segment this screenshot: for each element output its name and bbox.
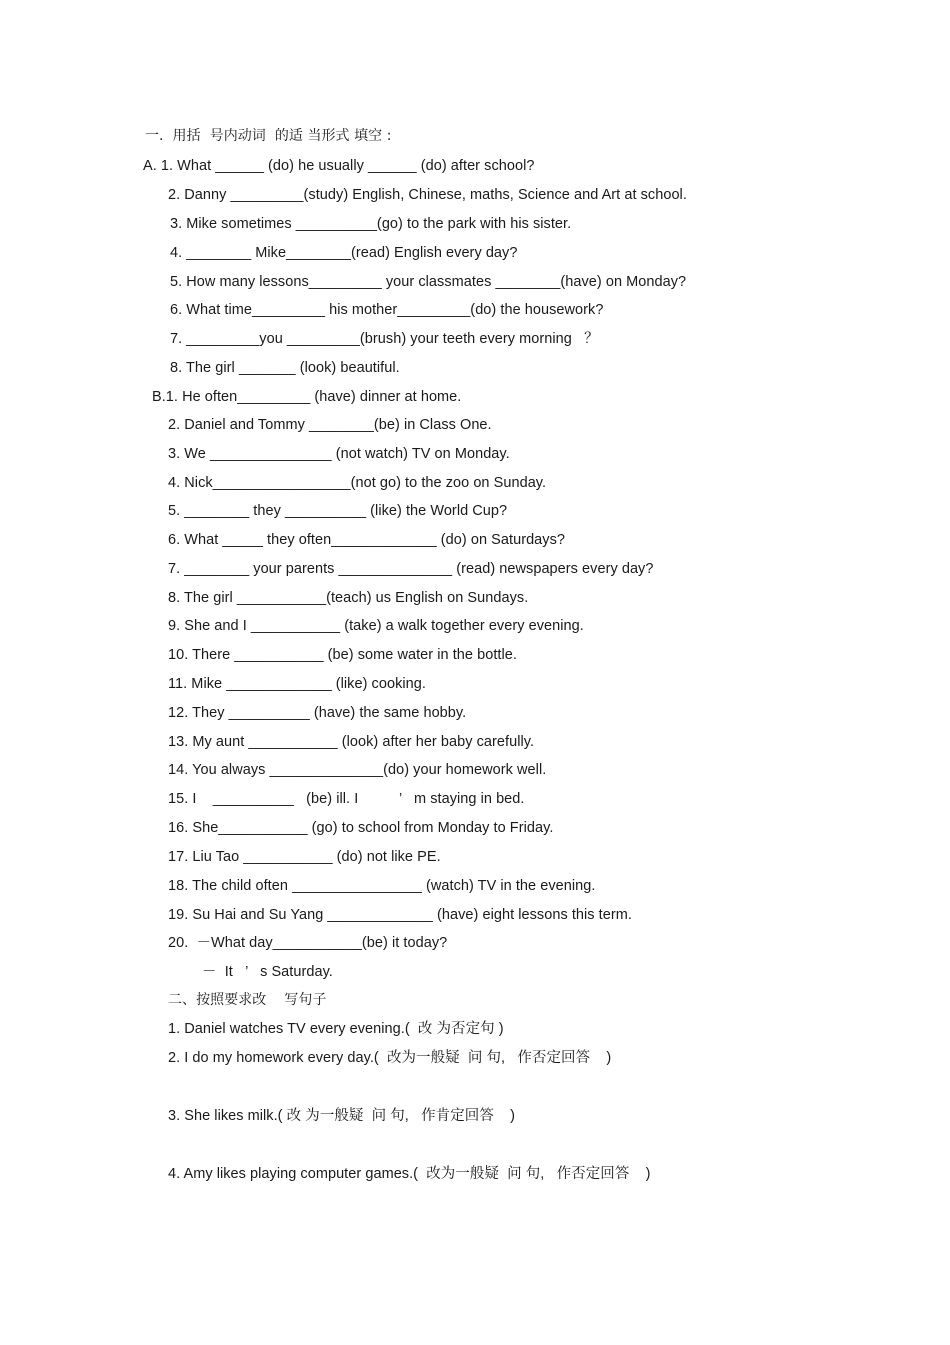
exercise-line-a5: 5. How many lessons_________ your classmates ________(have) on Monday? — [170, 274, 687, 290]
exercise-line-b12: 12. They __________ (have) the same hobby. — [168, 705, 467, 721]
exercise-line-b20-answer: － It ’ s Saturday. — [202, 964, 333, 980]
section1-title: 一. 用括 号内动词 的适 当形式 填空 : — [145, 128, 392, 144]
rewrite-line-4: 4. Amy likes playing computer games.( 改为一般疑 问 句, 作否定回答 ) — [168, 1166, 651, 1182]
exercise-line-b7: 7. ________ your parents ______________ (read) newspapers every day? — [168, 561, 654, 577]
exercise-line-b4: 4. Nick_________________(not go) to the zoo on Sunday. — [168, 475, 547, 491]
exercise-line-b2: 2. Daniel and Tommy ________(be) in Class One. — [168, 417, 492, 433]
exercise-line-b10: 10. There ___________ (be) some water in the bottle. — [168, 647, 517, 663]
exercise-line-b14: 14. You always ______________(do) your homework well. — [168, 762, 547, 778]
section2-title: 二、按照要求改 写句子 — [168, 992, 327, 1008]
exercise-line-a1: A. 1. What ______ (do) he usually ______ (do) after school? — [143, 158, 535, 174]
rewrite-line-2: 2. I do my homework every day.( 改为一般疑 问 句, 作否定回答 ) — [168, 1050, 612, 1066]
exercise-line-b19: 19. Su Hai and Su Yang _____________ (have) eight lessons this term. — [168, 907, 632, 923]
exercise-line-a6: 6. What time_________ his mother_________(do) the housework? — [170, 302, 604, 318]
exercise-line-a2: 2. Danny _________(study) English, Chinese, maths, Science and Art at school. — [168, 187, 687, 203]
exercise-line-b17: 17. Liu Tao ___________ (do) not like PE. — [168, 849, 441, 865]
exercise-line-b9: 9. She and I ___________ (take) a walk together every evening. — [168, 618, 584, 634]
rewrite-line-3: 3. She likes milk.( 改 为一般疑 问 句, 作肯定回答 ) — [168, 1108, 516, 1124]
exercise-line-b15: 15. I __________ (be) ill. I ’ m staying in bed. — [168, 791, 525, 807]
exercise-line-b6: 6. What _____ they often_____________ (do) on Saturdays? — [168, 532, 566, 548]
exercise-line-b1: B.1. He often_________ (have) dinner at home. — [152, 389, 462, 405]
exercise-line-b16: 16. She___________ (go) to school from Monday to Friday. — [168, 820, 554, 836]
exercise-line-a8: 8. The girl _______ (look) beautiful. — [170, 360, 400, 376]
exercise-line-b18: 18. The child often ________________ (watch) TV in the evening. — [168, 878, 596, 894]
exercise-line-b5: 5. ________ they __________ (like) the World Cup? — [168, 503, 508, 519]
rewrite-line-1: 1. Daniel watches TV every evening.( 改 为否定句 ) — [168, 1021, 504, 1037]
exercise-line-b8: 8. The girl ___________(teach) us English on Sundays. — [168, 590, 529, 606]
exercise-line-a4: 4. ________ Mike________(read) English every day? — [170, 245, 518, 261]
exercise-line-a3: 3. Mike sometimes __________(go) to the park with his sister. — [170, 216, 572, 232]
exercise-line-b20: 20. －What day___________(be) it today? — [168, 935, 448, 951]
exercise-line-b13: 13. My aunt ___________ (look) after her baby carefully. — [168, 734, 535, 750]
exercise-line-b3: 3. We _______________ (not watch) TV on Monday. — [168, 446, 510, 462]
exercise-line-a7: 7. _________you _________(brush) your teeth every morning ？ — [170, 331, 599, 347]
exercise-line-b11: 11. Mike _____________ (like) cooking. — [168, 676, 426, 692]
